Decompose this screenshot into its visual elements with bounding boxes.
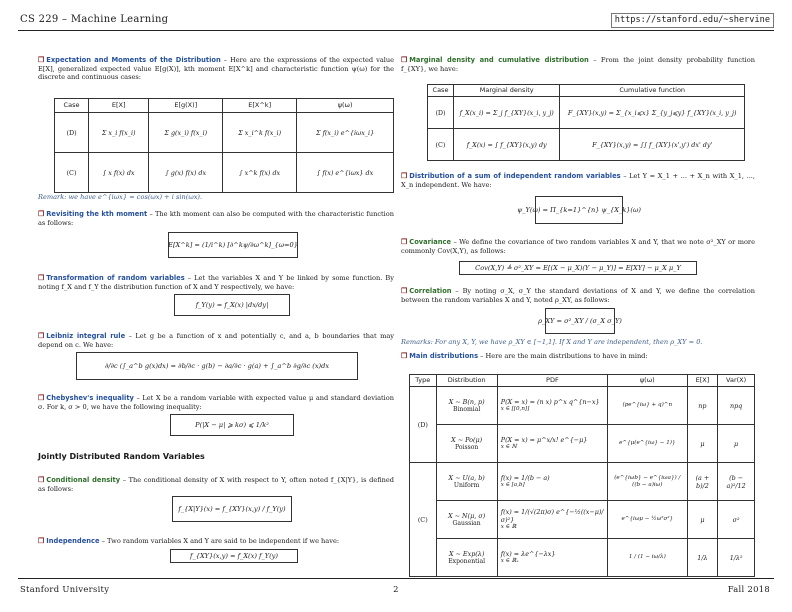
marginal-table	[427, 84, 745, 161]
chebyshev-text: – Let X be a random variable with expected value μ and standard deviation σ. For k, σ > 0, we have the following inequality:	[38, 394, 394, 411]
transformation-text: – Let the variables X and Y be linked by some function. By noting f_X and f_Y the distribution function of X and Y respectively, we have:	[38, 274, 394, 291]
dist-cell	[436, 463, 497, 501]
dist-name: Poisson	[454, 443, 479, 451]
independence-formula: f_{XY}(x,y) = f_X(x) f_Y(y)	[170, 549, 298, 563]
dist-header: ψ(ω)	[608, 375, 688, 387]
independence-paragraph: ❒ Independence – Two random variables X and Y are said to be independent if we have:	[38, 536, 340, 545]
moments-cell: ∫ g(x) f(x) dx	[149, 153, 223, 193]
psi-cell: 1 / (1 − iω/λ)	[608, 539, 688, 577]
transformation-paragraph: ❒ Transformation of random variables – Let the variables X and Y be linked by some function. By noting f_X and f_Y the distribution function of X and Y respectively, we have:	[38, 273, 394, 291]
moments-table	[54, 98, 394, 193]
remark-correlation: Remarks: For any X, Y, we have ρ_XY ∈ [−1,1]. If X and Y are independent, then ρ_XY = 0.	[401, 338, 703, 346]
expectation-heading: Expectation and Moments of the Distribution	[46, 56, 221, 64]
sum-formula: ψ_Y(ω) = Π_{k=1}^{n} ψ_{X_k}(ω)	[535, 196, 623, 224]
conditional-heading: Conditional density	[46, 476, 121, 484]
website-link[interactable]: https://stanford.edu/~shervine	[611, 13, 774, 28]
pdf-cell	[497, 539, 607, 577]
dist-name: Uniform	[453, 481, 480, 489]
psi-cell: e^{iωμ − ½ω²σ²}	[608, 501, 688, 539]
page-number: 2	[393, 584, 399, 594]
var-cell: μ	[718, 425, 755, 463]
covariance-text: – We define the covariance of two random variables X and Y, that we note σ²_XY or more commonly Cov(X,Y), as follows:	[401, 238, 755, 255]
correlation-formula: ρ_XY = σ²_XY / (σ_X σ_Y)	[545, 308, 615, 334]
dist-header: Type	[410, 375, 437, 387]
sum-heading: Distribution of a sum of independent random variables	[409, 172, 621, 180]
dist-type: (C)	[410, 463, 437, 577]
moments-cell: (D)	[55, 113, 89, 153]
psi-cell: (e^{iωb} − e^{iωa}) / ((b − a)iω)	[608, 463, 688, 501]
dist-header: Var(X)	[718, 375, 755, 387]
marginal-cell: F_{XY}(x,y) = Σ_{x_i⩽x} Σ_{y_j⩽y} f_{XY}(x_i, y_j)	[560, 97, 745, 129]
independence-text: – Two random variables X and Y are said to be independent if we have:	[99, 537, 340, 545]
moments-cell: (C)	[55, 153, 89, 193]
distributions-text: – Here are the main distributions to have in mind:	[478, 352, 648, 360]
pdf-formula: f(x) = 1/(b − a)	[500, 474, 550, 482]
pdf-cell	[497, 463, 607, 501]
distributions-paragraph: ❒ Main distributions – Here are the main distributions to have in mind:	[401, 351, 648, 360]
marginal-cell: (D)	[428, 97, 454, 129]
var-cell: npq	[718, 387, 755, 425]
pdf-formula: f(x) = 1/(√(2π)σ) e^{−½((x−μ)/σ)²}	[500, 508, 604, 524]
marginal-cell: (C)	[428, 129, 454, 161]
dist-symbol: X ∼ Exp(λ)	[448, 549, 485, 558]
moments-header: E[X]	[89, 99, 149, 113]
footer-term: Fall 2018	[727, 584, 770, 594]
mean-cell: μ	[687, 501, 718, 539]
marginal-cell: f_X(x_i) = Σ_j f_{XY}(x_i, y_j)	[454, 97, 560, 129]
leibniz-text: – Let g be a function of x and potentially c, and a, b boundaries that may depend on c. We have:	[38, 332, 394, 349]
pdf-cell	[497, 425, 607, 463]
dist-symbol: X ∼ N(μ, σ)	[448, 511, 486, 520]
psi-cell: e^{μ(e^{iω} − 1)}	[608, 425, 688, 463]
expectation-paragraph: ❒ Expectation and Moments of the Distribution – Here are the expressions of the expected value E[X], generalized expected value E[g(X)], kth moment E[X^k] and characteristic function ψ(ω) for the discrete and continuous cases:	[38, 55, 395, 81]
moments-cell: ∫ x f(x) dx	[89, 153, 149, 193]
remark-euler: Remark: we have e^{iωx} = cos(ωx) + i sin(ωx).	[38, 193, 203, 201]
correlation-paragraph: ❒ Correlation – By noting σ_X, σ_Y the standard deviations of X and Y, we define the correlation between the random variables X and Y, noted ρ_XY, as follows:	[401, 286, 755, 304]
moments-cell: Σ f(x_i) e^{iωx_i}	[297, 113, 394, 153]
revisiting-text: – The kth moment can also be computed with the characteristic function as follows:	[38, 210, 394, 227]
pdf-support: x ∈ ℝ	[500, 524, 517, 530]
correlation-heading: Correlation	[409, 287, 452, 295]
dist-cell	[436, 425, 497, 463]
pdf-support: x ∈ [a,b]	[500, 482, 525, 488]
marginal-paragraph: ❒ Marginal density and cumulative distribution – From the joint density probability function f_{XY}, we have:	[401, 55, 755, 73]
mean-cell: μ	[687, 425, 718, 463]
dist-cell	[436, 539, 497, 577]
moments-header: ψ(ω)	[297, 99, 394, 113]
joint-section-title: Jointly Distributed Random Variables	[38, 452, 205, 461]
dist-name: Gaussian	[452, 519, 481, 527]
course-title: CS 229 – Machine Learning	[20, 14, 169, 25]
distributions-table	[409, 374, 755, 577]
mean-cell: 1/λ	[687, 539, 718, 577]
mean-cell: np	[687, 387, 718, 425]
dist-header: Distribution	[436, 375, 497, 387]
moments-cell: ∫ x^k f(x) dx	[223, 153, 297, 193]
header-rule	[18, 30, 774, 31]
independence-heading: Independence	[46, 537, 100, 545]
pdf-support: x ∈ ℝ₊	[500, 558, 520, 564]
pdf-formula: P(X = x) = (n x) p^x q^{n−x}	[500, 398, 600, 406]
dist-cell	[436, 501, 497, 539]
covariance-formula: Cov(X,Y) ≜ σ²_XY = E[(X − μ_X)(Y − μ_Y)] = E[XY] − μ_X μ_Y	[459, 261, 697, 275]
revisiting-paragraph: ❒ Revisiting the kth moment – The kth moment can also be computed with the characteristic function as follows:	[38, 209, 394, 227]
moments-cell: ∫ f(x) e^{iωx} dx	[297, 153, 394, 193]
covariance-paragraph: ❒ Covariance – We define the covariance of two random variables X and Y, that we note σ²_XY or more commonly Cov(X,Y), as follows:	[401, 237, 755, 255]
chebyshev-formula: P(|X − μ| ⩾ kσ) ⩽ 1/k²	[170, 414, 294, 436]
dist-name: Exponential	[448, 557, 486, 565]
marginal-cell: f_X(x) = ∫ f_{XY}(x,y) dy	[454, 129, 560, 161]
leibniz-heading: Leibniz integral rule	[46, 332, 126, 340]
dist-type: (D)	[410, 387, 437, 463]
var-cell: σ²	[718, 501, 755, 539]
footer-university: Stanford University	[20, 584, 110, 594]
pdf-formula: f(x) = λe^{−λx}	[500, 550, 556, 558]
leibniz-paragraph: ❒ Leibniz integral rule – Let g be a function of x and potentially c, and a, b boundaries that may depend on c. We have:	[38, 331, 394, 349]
kth-moment-formula: E[X^k] = (1/i^k) [∂^kψ/∂ω^k]_{ω=0}	[168, 232, 298, 258]
sum-text: – Let Y = X_1 + ... + X_n with X_1, ..., X_n independent. We have:	[401, 172, 755, 189]
dist-header: E[X]	[687, 375, 718, 387]
distributions-heading: Main distributions	[409, 352, 479, 360]
correlation-text: – By noting σ_X, σ_Y the standard deviations of X and Y, we define the correlation between the random variables X and Y, noted ρ_XY, as follows:	[401, 287, 755, 304]
dist-cell	[436, 387, 497, 425]
sum-paragraph: ❒ Distribution of a sum of independent random variables – Let Y = X_1 + ... + X_n with X_1, ..., X_n independent. We have:	[401, 171, 755, 189]
marginal-cell: F_{XY}(x,y) = ∫∫ f_{XY}(x',y') dx' dy'	[560, 129, 745, 161]
chebyshev-paragraph: ❒ Chebyshev's inequality – Let X be a random variable with expected value μ and standard deviation σ. For k, σ > 0, we have the following inequality:	[38, 393, 394, 411]
dist-symbol: X ∼ Po(μ)	[451, 435, 483, 444]
dist-symbol: X ∼ U(a, b)	[448, 473, 485, 482]
moments-cell: Σ x_i f(x_i)	[89, 113, 149, 153]
conditional-paragraph: ❒ Conditional density – The conditional density of X with respect to Y, often noted f_{X|Y}, is defined as follows:	[38, 475, 394, 493]
var-cell: (b − a)²/12	[718, 463, 755, 501]
psi-cell: (pe^{iω} + q)^n	[608, 387, 688, 425]
marginal-heading: Marginal density and cumulative distribution	[409, 56, 589, 64]
pdf-cell	[497, 387, 607, 425]
marginal-header: Cumulative function	[560, 85, 745, 97]
transformation-heading: Transformation of random variables	[46, 274, 185, 282]
moments-cell: Σ x_i^k f(x_i)	[223, 113, 297, 153]
pdf-cell	[497, 501, 607, 539]
footer-rule	[18, 578, 774, 579]
expectation-text: – Here are the expressions of the expected value E[X], generalized expected value E[g(X)], kth moment E[X^k] and characteristic function ψ(ω) for the discrete and continuous cases:	[38, 56, 395, 81]
moments-header: E[g(X)]	[149, 99, 223, 113]
moments-header: E[X^k]	[223, 99, 297, 113]
revisiting-heading: Revisiting the kth moment	[46, 210, 148, 218]
var-cell: 1/λ²	[718, 539, 755, 577]
chebyshev-heading: Chebyshev's inequality	[46, 394, 134, 402]
marginal-header: Case	[428, 85, 454, 97]
conditional-text: – The conditional density of X with respect to Y, often noted f_{X|Y}, is defined as follows:	[38, 476, 394, 493]
dist-header: PDF	[497, 375, 607, 387]
mean-cell: (a + b)/2	[687, 463, 718, 501]
dist-name: Binomial	[452, 405, 481, 413]
covariance-heading: Covariance	[409, 238, 452, 246]
transformation-formula: f_Y(y) = f_X(x) |dx/dy|	[174, 294, 290, 316]
pdf-support: x ∈ [[0,n]]	[500, 406, 530, 412]
moments-header: Case	[55, 99, 89, 113]
marginal-text: – From the joint density probability function f_{XY}, we have:	[401, 56, 755, 73]
page-footer	[18, 584, 774, 596]
moments-cell: Σ g(x_i) f(x_i)	[149, 113, 223, 153]
marginal-header: Marginal density	[454, 85, 560, 97]
conditional-formula: f_{X|Y}(x) = f_{XY}(x,y) / f_Y(y)	[172, 496, 292, 522]
dist-symbol: X ∼ B(n, p)	[448, 397, 485, 406]
pdf-formula: P(X = x) = μ^x/x! e^{−μ}	[500, 436, 588, 444]
page-header	[18, 12, 774, 28]
pdf-support: x ∈ ℕ	[500, 444, 517, 450]
leibniz-formula: ∂/∂c (∫_a^b g(x)dx) = ∂b/∂c · g(b) − ∂a/∂c · g(a) + ∫_a^b ∂g/∂c (x)dx	[76, 352, 358, 380]
